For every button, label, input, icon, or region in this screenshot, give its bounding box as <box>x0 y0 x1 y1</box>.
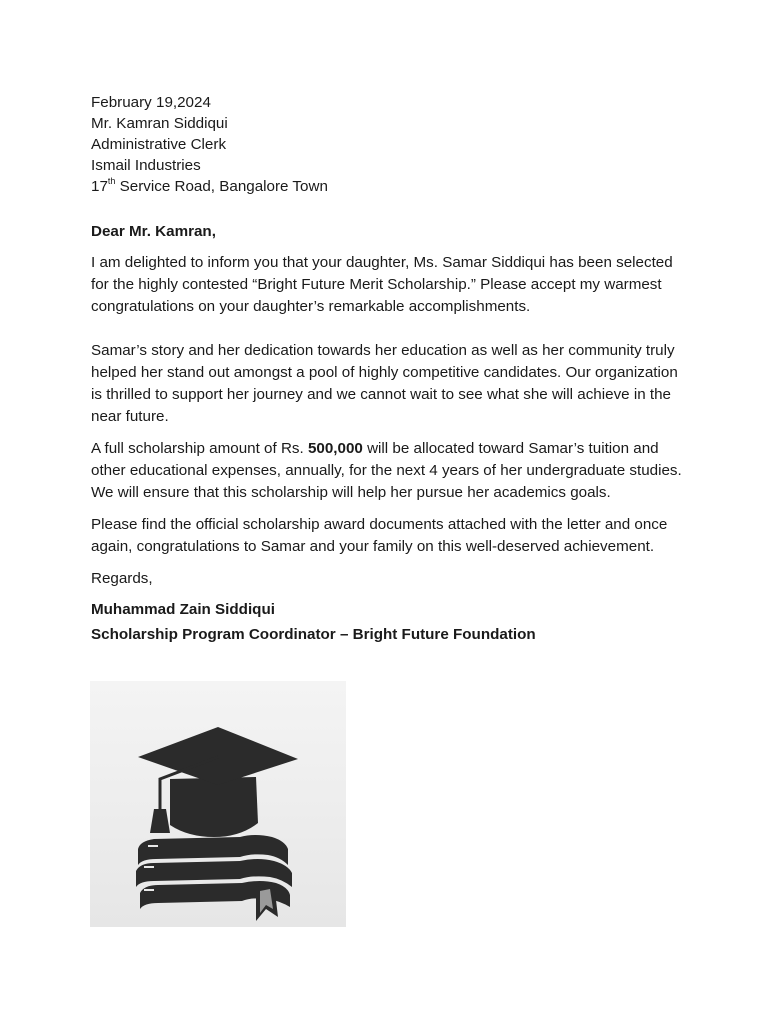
regards: Regards, <box>91 570 153 587</box>
signer-title: Scholarship Program Coordinator – Bright Future Foundation <box>91 626 536 643</box>
salutation: Dear Mr. Kamran, <box>91 223 216 240</box>
signer-name: Muhammad Zain Siddiqui <box>91 601 275 618</box>
address-suffix: th <box>107 175 116 186</box>
graduation-cap-on-books-icon <box>90 681 346 927</box>
paragraph-story: Samar’s story and her dedication towards her education as well as her community truly helped her stand out amongst a pool of highly competitive candidates. Our organization is thrilled to support her journey and we cannot wait to see what she will achieve in the near future. <box>91 342 678 425</box>
paragraph-selection: I am delighted to inform you that your daughter, Ms. Samar Siddiqui has been selected for the highly contested “Bright Future Merit Scholarship.” Please accept my warmest congratulations on your daughter’s remarkable accomplishments. <box>91 254 673 315</box>
paragraph-amount <box>91 438 691 504</box>
address-block <box>91 92 691 197</box>
amount-details: will be allocated toward Samar’s tuition and other educational expenses, annually, for the next 4 years of her undergraduate studies. We will ensure that this scholarship will help her pursue her academics goals. <box>91 440 682 501</box>
graduation-emblem <box>90 681 346 927</box>
recipient-title: Administrative Clerk <box>91 136 227 153</box>
recipient-company: Ismail Industries <box>91 157 201 174</box>
amount-intro: A full scholarship amount of Rs. <box>91 440 308 457</box>
letter-body <box>91 92 691 646</box>
recipient-name: Mr. Kamran Siddiqui <box>91 115 228 132</box>
recipient-address <box>91 176 691 197</box>
address-rest: Service Road, Bangalore Town <box>115 178 328 195</box>
scholarship-amount: 500,000 <box>307 440 363 457</box>
letter-date: February 19,2024 <box>91 94 211 111</box>
address-number: 17 <box>91 178 108 195</box>
paragraph-documents: Please find the official scholarship award documents attached with the letter and once again, congratulations to Samar and your family on this well-deserved achievement. <box>91 516 668 555</box>
